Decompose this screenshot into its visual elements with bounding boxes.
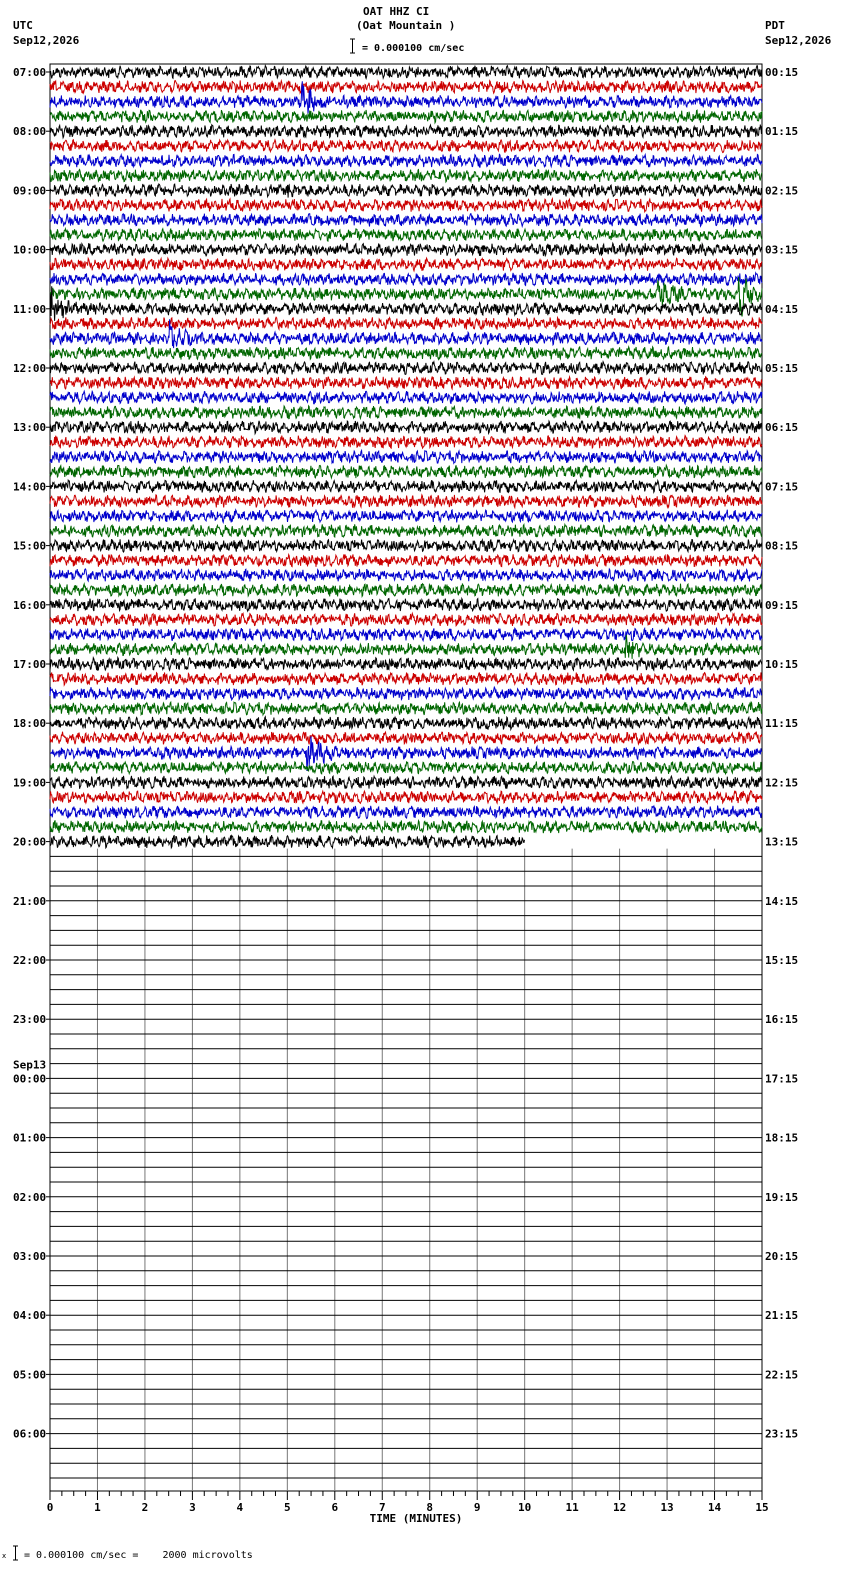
left-hour-label: 08:00 <box>13 125 47 139</box>
trace-row <box>50 776 762 789</box>
trace-row <box>50 125 762 138</box>
trace-row <box>50 465 762 478</box>
left-hour-label: 18:00 <box>13 717 47 731</box>
left-hour-label: 11:00 <box>13 302 47 316</box>
svg-text:x: x <box>2 1552 7 1560</box>
trace-row <box>50 377 762 390</box>
right-hour-label: 16:15 <box>765 1013 799 1027</box>
station-subtitle: (Oat Mountain ) <box>356 19 456 32</box>
trace-row <box>50 672 762 685</box>
trace-row <box>50 539 762 552</box>
x-tick-label: 3 <box>189 1501 196 1514</box>
trace-row <box>50 820 762 833</box>
left-hour-label: 12:00 <box>13 362 47 375</box>
x-tick-label: 1 <box>94 1501 101 1514</box>
right-hour-label: 17:15 <box>765 1072 799 1086</box>
station-title: OAT HHZ CI <box>363 5 430 18</box>
left-hour-label: 14:00 <box>13 480 47 494</box>
right-hour-label: 23:15 <box>765 1427 799 1441</box>
right-hour-label: 15:15 <box>765 954 799 967</box>
left-hour-label: 02:00 <box>13 1190 47 1204</box>
trace-row <box>50 717 762 730</box>
trace-row <box>50 613 762 626</box>
right-hour-label: 03:15 <box>765 243 799 257</box>
footer-scale-icon <box>2 1545 22 1561</box>
right-hour-label: 05:15 <box>765 362 799 375</box>
right-hour-label: 08:15 <box>765 539 799 553</box>
trace-row <box>50 421 762 434</box>
x-axis-label: TIME (MINUTES) <box>369 1512 463 1525</box>
right-hour-label: 06:15 <box>765 421 799 435</box>
footer-scale-label: = 0.000100 cm/sec = 2000 microvolts <box>24 1550 253 1561</box>
left-hour-label: 23:00 <box>13 1013 47 1027</box>
right-hour-label: 10:15 <box>765 658 799 671</box>
left-hour-label: 16:00 <box>13 598 47 612</box>
right-hour-label: 09:15 <box>765 598 799 612</box>
right-hour-label: 19:15 <box>765 1190 799 1204</box>
trace-row <box>50 140 762 153</box>
trace-row <box>50 761 762 774</box>
x-tick-label: 12 <box>612 1501 627 1514</box>
left-hour-label: 19:00 <box>13 776 47 790</box>
left-hour-label: 06:00 <box>13 1427 47 1441</box>
left-hour-label: 03:00 <box>13 1250 47 1263</box>
trace-row <box>50 391 762 404</box>
right-hour-label: 14:15 <box>765 894 799 908</box>
left-timezone: UTC <box>13 19 33 32</box>
left-date: Sep12,2026 <box>13 34 80 47</box>
trace-row <box>50 436 762 449</box>
left-hour-label: 07:00 <box>13 66 47 79</box>
trace-row <box>50 450 762 463</box>
right-hour-label: 22:15 <box>765 1368 799 1382</box>
left-hour-label: 01:00 <box>13 1131 47 1145</box>
right-timezone: PDT <box>765 19 785 32</box>
trace-row <box>50 347 762 360</box>
left-hour-label: 17:00 <box>13 658 47 671</box>
left-hour-label: 04:00 <box>13 1309 47 1323</box>
x-tick-label: 10 <box>518 1501 532 1514</box>
trace-row <box>50 66 762 79</box>
x-tick-label: 11 <box>565 1501 579 1514</box>
trace-row <box>50 732 762 745</box>
right-date: Sep12,2026 <box>765 34 832 47</box>
trace-row <box>50 480 762 493</box>
right-hour-label: 07:15 <box>765 480 799 494</box>
trace-row <box>50 510 762 523</box>
trace-row <box>50 791 762 804</box>
right-hour-label: 13:15 <box>765 835 799 849</box>
trace-row <box>50 806 762 819</box>
right-hour-label: 02:15 <box>765 184 799 198</box>
left-hour-label: 13:00 <box>13 421 47 435</box>
x-tick-label: 6 <box>331 1501 339 1514</box>
x-tick-label: 8 <box>426 1501 434 1514</box>
trace-row <box>50 214 762 227</box>
x-tick-label: 15 <box>755 1501 769 1514</box>
trace-row <box>50 169 762 182</box>
trace-row <box>50 702 762 715</box>
x-tick-label: 9 <box>473 1501 481 1514</box>
left-hour-label: 05:00 <box>13 1368 47 1382</box>
trace-row <box>50 524 762 537</box>
x-tick-label: 13 <box>660 1501 674 1514</box>
left-hour-label: 10:00 <box>13 243 47 257</box>
trace-row <box>50 628 762 641</box>
trace-row <box>50 687 762 700</box>
left-hour-label: 21:00 <box>13 894 47 908</box>
trace-row <box>50 184 762 198</box>
trace-row <box>50 80 762 93</box>
trace-row <box>50 243 762 256</box>
trace-row <box>50 584 762 597</box>
left-hour-label: 09:00 <box>13 184 47 198</box>
trace-row <box>50 569 762 582</box>
left-hour-label: 15:00 <box>13 539 47 553</box>
trace-row <box>50 229 762 242</box>
x-tick-label: 0 <box>46 1501 54 1514</box>
trace-row <box>50 258 762 271</box>
trace-row <box>50 598 762 611</box>
trace-row <box>50 317 762 330</box>
x-tick-label: 7 <box>378 1501 386 1514</box>
trace-row <box>50 362 762 375</box>
right-hour-label: 20:15 <box>765 1250 799 1263</box>
left-hour-label: 22:00 <box>13 954 47 967</box>
trace-row <box>50 835 525 848</box>
scale-label: = 0.000100 cm/sec <box>362 43 465 54</box>
x-tick-label: 14 <box>707 1501 722 1514</box>
trace-row <box>50 554 762 567</box>
trace-row <box>50 658 762 671</box>
right-hour-label: 18:15 <box>765 1131 799 1145</box>
date-change-label: Sep13 <box>13 1058 47 1072</box>
left-hour-label: 20:00 <box>13 835 47 849</box>
trace-row <box>50 199 762 212</box>
trace-row <box>50 110 762 123</box>
x-tick-label: 5 <box>284 1501 291 1514</box>
trace-row <box>50 495 762 508</box>
right-hour-label: 12:15 <box>765 776 799 790</box>
x-tick-label: 4 <box>236 1501 244 1514</box>
trace-row <box>50 154 762 167</box>
right-hour-label: 01:15 <box>765 125 799 139</box>
right-hour-label: 11:15 <box>765 717 799 731</box>
right-hour-label: 21:15 <box>765 1309 799 1323</box>
trace-row <box>50 273 762 286</box>
right-hour-label: 04:15 <box>765 302 799 316</box>
trace-row <box>50 406 762 419</box>
left-hour-label: 00:00 <box>13 1072 47 1086</box>
right-hour-label: 00:15 <box>765 66 799 79</box>
x-tick-label: 2 <box>141 1501 149 1514</box>
